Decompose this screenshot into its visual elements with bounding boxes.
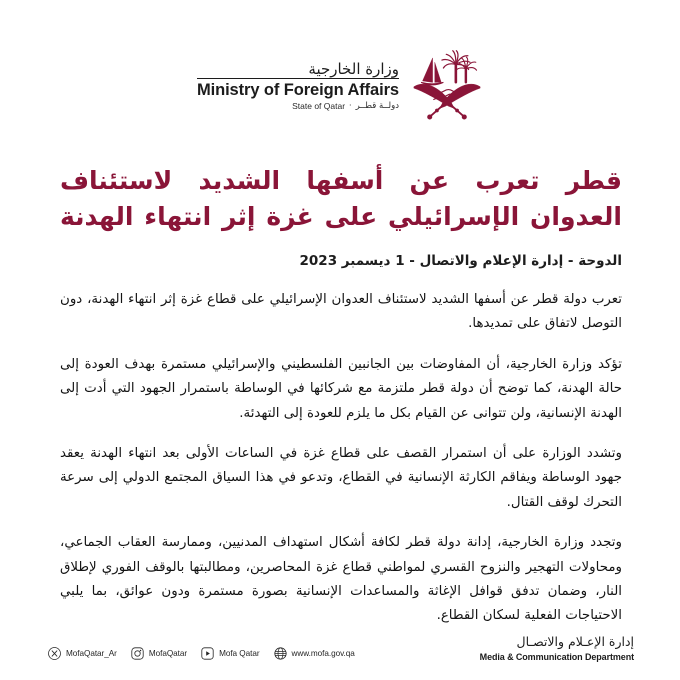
subtitle-arabic: دولــة قطــر	[355, 101, 400, 111]
globe-website-icon	[274, 647, 287, 660]
paragraph-3: وتشدد الوزارة على أن استمرار القصف على قطاع غزة في الساعات الأولى بعد انتهاء الهدنة يعقد جهود الوساطة ويفاقم الكارثة الإنسانية في القطاع، وتدعو في هذا السياق المجتمع الدولي إلى سرعة التحرك لوقف القتال.	[60, 445, 622, 510]
social-links	[48, 647, 355, 660]
header	[0, 46, 680, 126]
social-link-youtube[interactable]	[201, 647, 259, 660]
paragraph-1: تعرب دولة قطر عن أسفها الشديد لاستئناف العدوان الإسرائيلي على قطاع غزة إثر انتهاء الهدنة، دون التوصل لاتفاق على تمديدها.	[60, 292, 622, 332]
qatar-state-emblem-icon	[411, 46, 483, 126]
headline: قطر تعرب عن أسفها الشديد لاستئناف العدوان الإسرائيلي على غزة إثر انتهاء الهدنة	[60, 166, 622, 231]
social-label-instagram: MofaQatar	[148, 649, 188, 658]
instagram-icon	[131, 647, 144, 660]
social-label-youtube: Mofa Qatar	[219, 649, 260, 658]
social-link-instagram[interactable]	[131, 647, 187, 660]
youtube-icon	[201, 647, 214, 660]
subtitle-separator: ·	[349, 101, 352, 111]
wordmark-subtitle	[292, 102, 399, 111]
ministry-logo	[197, 46, 483, 126]
department-name-arabic: إدارة الإعـلام والاتصـال	[516, 634, 634, 650]
statement-body	[60, 288, 622, 629]
social-link-x-twitter[interactable]	[48, 647, 117, 660]
social-label-website: www.mofa.gov.qa	[291, 649, 355, 658]
department-signature	[480, 635, 634, 662]
subtitle-english: State of Qatar	[292, 101, 346, 111]
wordmark-english: Ministry of Foreign Affairs	[196, 80, 400, 99]
department-name-english: Media & Communication Department	[479, 651, 634, 662]
social-label-x-twitter: MofaQatar_Ar	[66, 649, 117, 658]
paragraph-2: تؤكد وزارة الخارجية، أن المفاوضات بين الجانبين الفلسطيني والإسرائيلي مستمرة بهدف العودة إلى حالة الهدنة، كما توضح أن دولة قطر ملتزمة مع شركائها في الوساطة باستمرار الجهود التي أدت إلى الهدنة الإنسانية، ولن تتوانى عن القيام بكل ما يلزم للعودة إلى التهدئة.	[60, 356, 622, 421]
footer	[0, 620, 680, 666]
paragraph-4: وتجدد وزارة الخارجية، إدانة دولة قطر لكافة أشكال استهداف المدنيين، وممارسة العقاب الجماعي، ومحاولات التهجير والنزوح القسري لمواطني قطاع غزة المحاصرين، ومطالبتها بالوقف الفوري لإطلاق النار، وضمان تدفق قوافل الإغاثة والمساعدات الإنسانية بصورة مستمرة ودون عوائق، بما يلبي الاحتياجات الفعلية لسكان القطاع.	[60, 535, 622, 624]
ministry-wordmark	[196, 59, 400, 111]
wordmark-arabic: وزارة الخارجية	[308, 59, 400, 78]
social-link-website[interactable]	[274, 647, 355, 660]
wordmark-rule	[197, 78, 399, 79]
dateline: الدوحة - إدارة الإعلام والاتصال - 1 ديسمبر 2023	[299, 253, 622, 269]
x-twitter-icon	[48, 647, 61, 660]
